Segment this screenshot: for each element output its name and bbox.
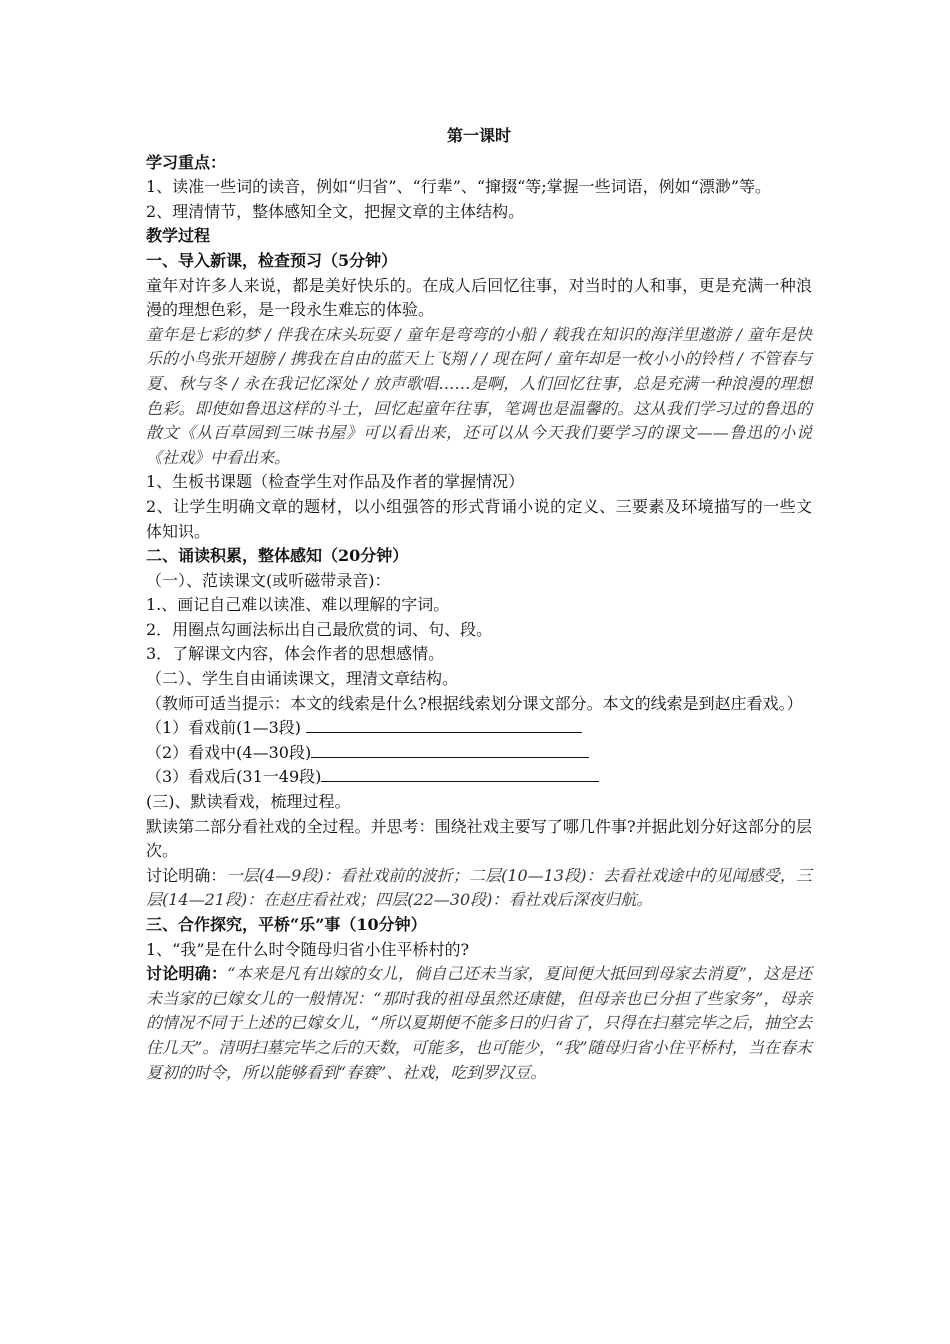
blank-line-1 [146, 716, 812, 741]
process-heading: 教学过程 [146, 226, 211, 246]
section-2-task: 默读第二部分看社戏的全过程。并思考：围绕社戏主要写了哪几件事?并据此划分好这部分的层次。 [146, 816, 812, 861]
blank-label-2: （2）看戏中(4—30段) [146, 742, 312, 762]
focus-heading: 学习重点： [146, 152, 227, 172]
blank-line-3 [146, 765, 812, 790]
section-2-item-2: 2．用圈点勾画法标出自己最欣赏的词、句、段。 [146, 619, 493, 639]
focus-item-1: 1、读准一些词的读音，例如“归省”、“行辈”、“撺掇“等;掌握一些词语，例如“漂渺”等。 [146, 177, 772, 197]
discussion-text-2: 一层(4—9段)：看社戏前的波折；二层(10—13段)：去看社戏途中的见闻感受，三层(14—21段)：在赵庄看社戏；四层(22—30段)：看社戏后深夜归航。 [146, 865, 812, 910]
fill-blank-2[interactable] [311, 742, 589, 758]
section-3-heading: 三、合作探究，平桥“乐”事（10分钟） [146, 915, 427, 934]
blank-line-2 [146, 741, 812, 766]
discussion-label-3: 讨论明确： [146, 964, 228, 984]
section-3-discussion [146, 962, 812, 1085]
section-2-sub-2: （二）、学生自由诵读课文，理清文章结构。 [146, 669, 459, 689]
section-1-intro: 童年对许多人来说，都是美好快乐的。在成人后回忆往事，对当时的人和事，更是充满一种浪漫的理想色彩，是一段永生难忘的体验。 [146, 275, 812, 320]
document-page [146, 124, 812, 1085]
section-2-hint: （教师可适当提示：本文的线索是什么?根据线索划分课文部分。本文的线索是到赵庄看戏。） [146, 693, 803, 713]
section-3-question-1: 1、“我”是在什么时令随母归省小住平桥村的? [146, 939, 470, 959]
section-2-sub-1: （一）、范读课文(或听磁带录音)： [146, 570, 391, 590]
blank-label-3: （3）看戏后(31一49段) [146, 767, 322, 787]
section-1-heading: 一、导入新课，检查预习（5分钟） [146, 250, 398, 270]
blank-label-1: （1）看戏前(1—3段) [146, 718, 307, 738]
section-2-item-1: 1.、画记自己难以读准、难以理解的字词。 [146, 595, 450, 615]
section-1-item-1: 1、生板书课题（检查学生对作品及作者的掌握情况） [146, 472, 525, 492]
section-1-poem: 童年是七彩的梦 / 伴我在床头玩耍 / 童年是弯弯的小船 / 载我在知识的海洋里遨游 / 童年是快乐的小鸟张开翅膀 / 携我在自由的蓝天上飞翔 / / 现在阿 / 童年却是一枚小小的铃档 / 不管春与夏、秋与冬 / 永在我记忆深处 / 放声歌唱……是啊，人们回忆往事，总是充满一种浪漫的理想色彩。即使如鲁迅这样的斗士，回忆起童年往事，笔调也是温馨的。这从我们学习过的鲁迅的散文《从百草园到三味书屋》可以看出来，还可以从今天我们要学习的课文——鲁迅的小说《社戏》中看出来。 [146, 324, 812, 467]
section-2-sub-3: (三)、默读看戏，梳理过程。 [146, 792, 351, 812]
section-2-discussion [146, 864, 812, 913]
lesson-title: 第一课时 [446, 126, 511, 145]
discussion-text-3: “本来是凡有出嫁的女儿，倘自己还未当家，夏间便大抵回到母家去消夏”，这是还未当家的已嫁女儿的一般情况：“那时我的祖母虽然还康健，但母亲也已分担了些家务”，母亲的情况不同于上述的已嫁女儿，“所以夏期便不能多日的归省了，只得在扫墓完毕之后，抽空去住几天”。清明扫墓完毕之后的天数，可能多，也可能少，“我”随母归省小住平桥村，当在春末夏初的时令，所以能够看到“春赛”、社戏，吃到罗汉豆。 [146, 964, 812, 1082]
fill-blank-3[interactable] [321, 766, 599, 782]
focus-item-2: 2、理清情节，整体感知全文，把握文章的主体结构。 [146, 201, 525, 221]
fill-blank-1[interactable] [306, 717, 582, 733]
discussion-label-2: 讨论明确： [146, 865, 227, 885]
section-2-heading: 二、诵读积累，整体感知（20分钟） [146, 546, 409, 566]
section-1-item-2: 2、让学生明确文章的题材，以小组强答的形式背诵小说的定义、三要素及环境描写的一些文体知识。 [146, 496, 812, 541]
section-2-item-3: 3．了解课文内容，体会作者的思想感情。 [146, 644, 445, 664]
